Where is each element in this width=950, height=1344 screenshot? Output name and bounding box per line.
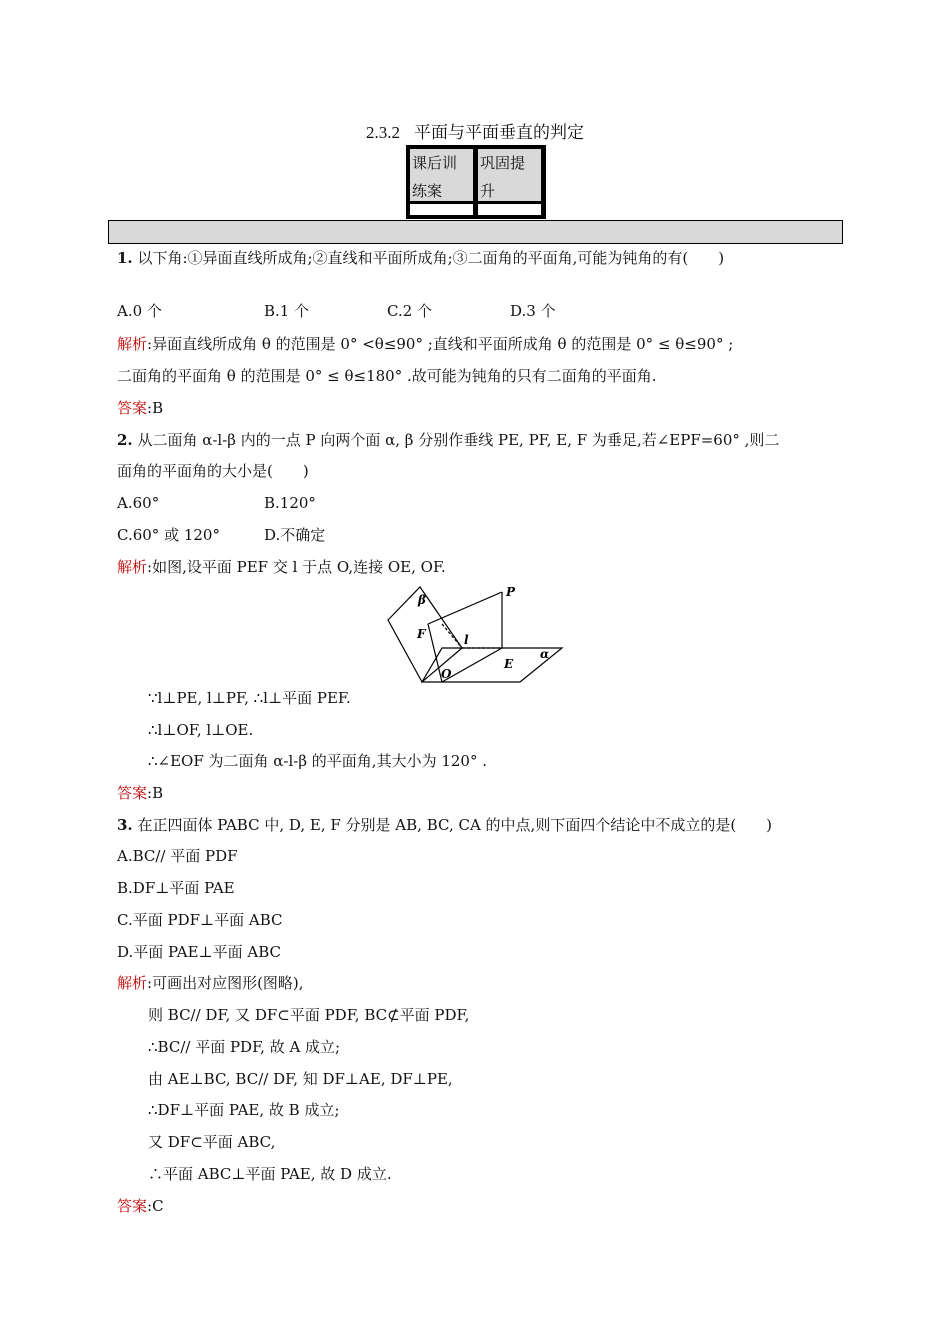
q3-option-d: D.平面 PAE⊥平面 ABC (117, 943, 282, 961)
q3-analysis-label: 解析 (117, 974, 148, 992)
q3-option-b: B.DF⊥平面 PAE (117, 879, 235, 897)
line-l-dashed (442, 624, 462, 648)
label-O: O (441, 667, 452, 681)
q3-step2: ∴BC// 平面 PDF, 故 A 成立; (148, 1038, 341, 1056)
q3-step1: 则 BC// DF, 又 DF⊂平面 PDF, BC⊄平面 PDF, (148, 1006, 470, 1024)
q1-analysis-text1: :异面直线所成角 θ 的范围是 0° <θ≤90° ;直线和平面所成角 θ 的范围是 0° ≤ θ≤90° ; (147, 335, 734, 353)
tag-right-foot (478, 204, 541, 215)
section-tag (406, 145, 546, 219)
q1-analysis-line2: 二面角的平面角 θ 的范围是 0° ≤ θ≤180° .故可能为钝角的只有二面角的平面角. (117, 367, 657, 385)
q1-answer (117, 398, 163, 418)
q3-number: 3. (117, 816, 133, 834)
q3-step4: ∴DF⊥平面 PAE, 故 B 成立; (148, 1101, 340, 1119)
q2-answer-value: :B (147, 784, 164, 802)
tag-right-line1: 巩固提 (480, 154, 526, 172)
q3-answer-label: 答案 (117, 1197, 148, 1215)
q3-step6: ∴平面 ABC⊥平面 PAE, 故 D 成立. (148, 1165, 392, 1183)
q3-option-a: A.BC// 平面 PDF (117, 847, 238, 865)
line-FO (428, 624, 442, 682)
q3-step3: 由 AE⊥BC, BC// DF, 知 DF⊥AE, DF⊥PE, (148, 1070, 453, 1088)
q2-analysis-label: 解析 (117, 558, 148, 576)
label-beta: β (418, 593, 426, 607)
q3-option-c: C.平面 PDF⊥平面 ABC (117, 911, 283, 929)
q1-analysis-line1 (117, 334, 733, 354)
q2-stem-line2: 面角的平面角的大小是( ) (117, 462, 309, 480)
q2-answer-label: 答案 (117, 784, 148, 802)
q1-stem (117, 248, 724, 268)
q1-analysis-label: 解析 (117, 335, 148, 353)
q2-option-b: B.120° (264, 494, 316, 512)
label-l: l (464, 633, 469, 647)
line-PF (428, 592, 502, 624)
tag-left-line1: 课后训 (412, 154, 458, 172)
q1-option-d: D.3 个 (510, 302, 556, 320)
q3-answer-value: :C (147, 1197, 164, 1215)
q2-step2: ∴l⊥OF, l⊥OE. (148, 721, 254, 739)
q1-stem-text: 以下角:①异面直线所成角;②直线和平面所成角;③二面角的平面角,可能为钝角的有( ) (137, 249, 725, 267)
label-alpha: α (540, 647, 550, 661)
q1-number: 1. (117, 249, 133, 267)
q1-answer-value: :B (147, 399, 164, 417)
tag-left (410, 149, 473, 201)
q2-stem-text1: 从二面角 α-l-β 内的一点 P 向两个面 α, β 分别作垂线 PE, PF, E, F 为垂足,若∠EPF=60° ,则二 (137, 431, 780, 449)
label-P: P (506, 585, 516, 599)
q2-answer (117, 783, 163, 803)
q3-analysis-line1 (117, 973, 304, 993)
q3-stem-text: 在正四面体 PABC 中, D, E, F 分别是 AB, BC, CA 的中点,则下面四个结论中不成立的是( ) (137, 816, 773, 834)
q2-number: 2. (117, 431, 133, 449)
q2-option-a: A.60° (117, 494, 160, 512)
q3-analysis-text1: :可画出对应图形(图略), (147, 974, 304, 992)
q1-option-c: C.2 个 (387, 302, 433, 320)
tag-left-foot (410, 204, 473, 215)
section-number: 2.3.2 (366, 123, 400, 142)
q2-analysis-line1 (117, 557, 446, 577)
q1-answer-label: 答案 (117, 399, 148, 417)
q1-option-b: B.1 个 (264, 302, 310, 320)
dihedral-angle-figure (380, 582, 570, 684)
q3-answer (117, 1196, 164, 1216)
section-title: 平面与平面垂直的判定 (414, 123, 584, 143)
tag-right (478, 149, 541, 201)
q2-option-d: D.不确定 (264, 526, 326, 544)
q1-option-a: A.0 个 (117, 302, 162, 320)
q2-analysis-text1: :如图,设平面 PEF 交 l 于点 O,连接 OE, OF. (147, 558, 446, 576)
q3-stem (117, 815, 772, 835)
section-divider-bar (108, 220, 843, 244)
q2-step3: ∴∠EOF 为二面角 α-l-β 的平面角,其大小为 120° . (148, 752, 488, 770)
q2-option-c: C.60° 或 120° (117, 526, 220, 544)
tag-left-line2: 练案 (412, 182, 443, 200)
label-E: E (504, 657, 514, 671)
q2-step1: ∵l⊥PE, l⊥PF, ∴l⊥平面 PEF. (148, 689, 351, 707)
page-title (0, 118, 950, 143)
q2-stem-line1 (117, 430, 779, 450)
label-F: F (417, 627, 426, 641)
q3-step5: 又 DF⊂平面 ABC, (148, 1133, 276, 1151)
tag-right-line2: 升 (480, 182, 496, 200)
